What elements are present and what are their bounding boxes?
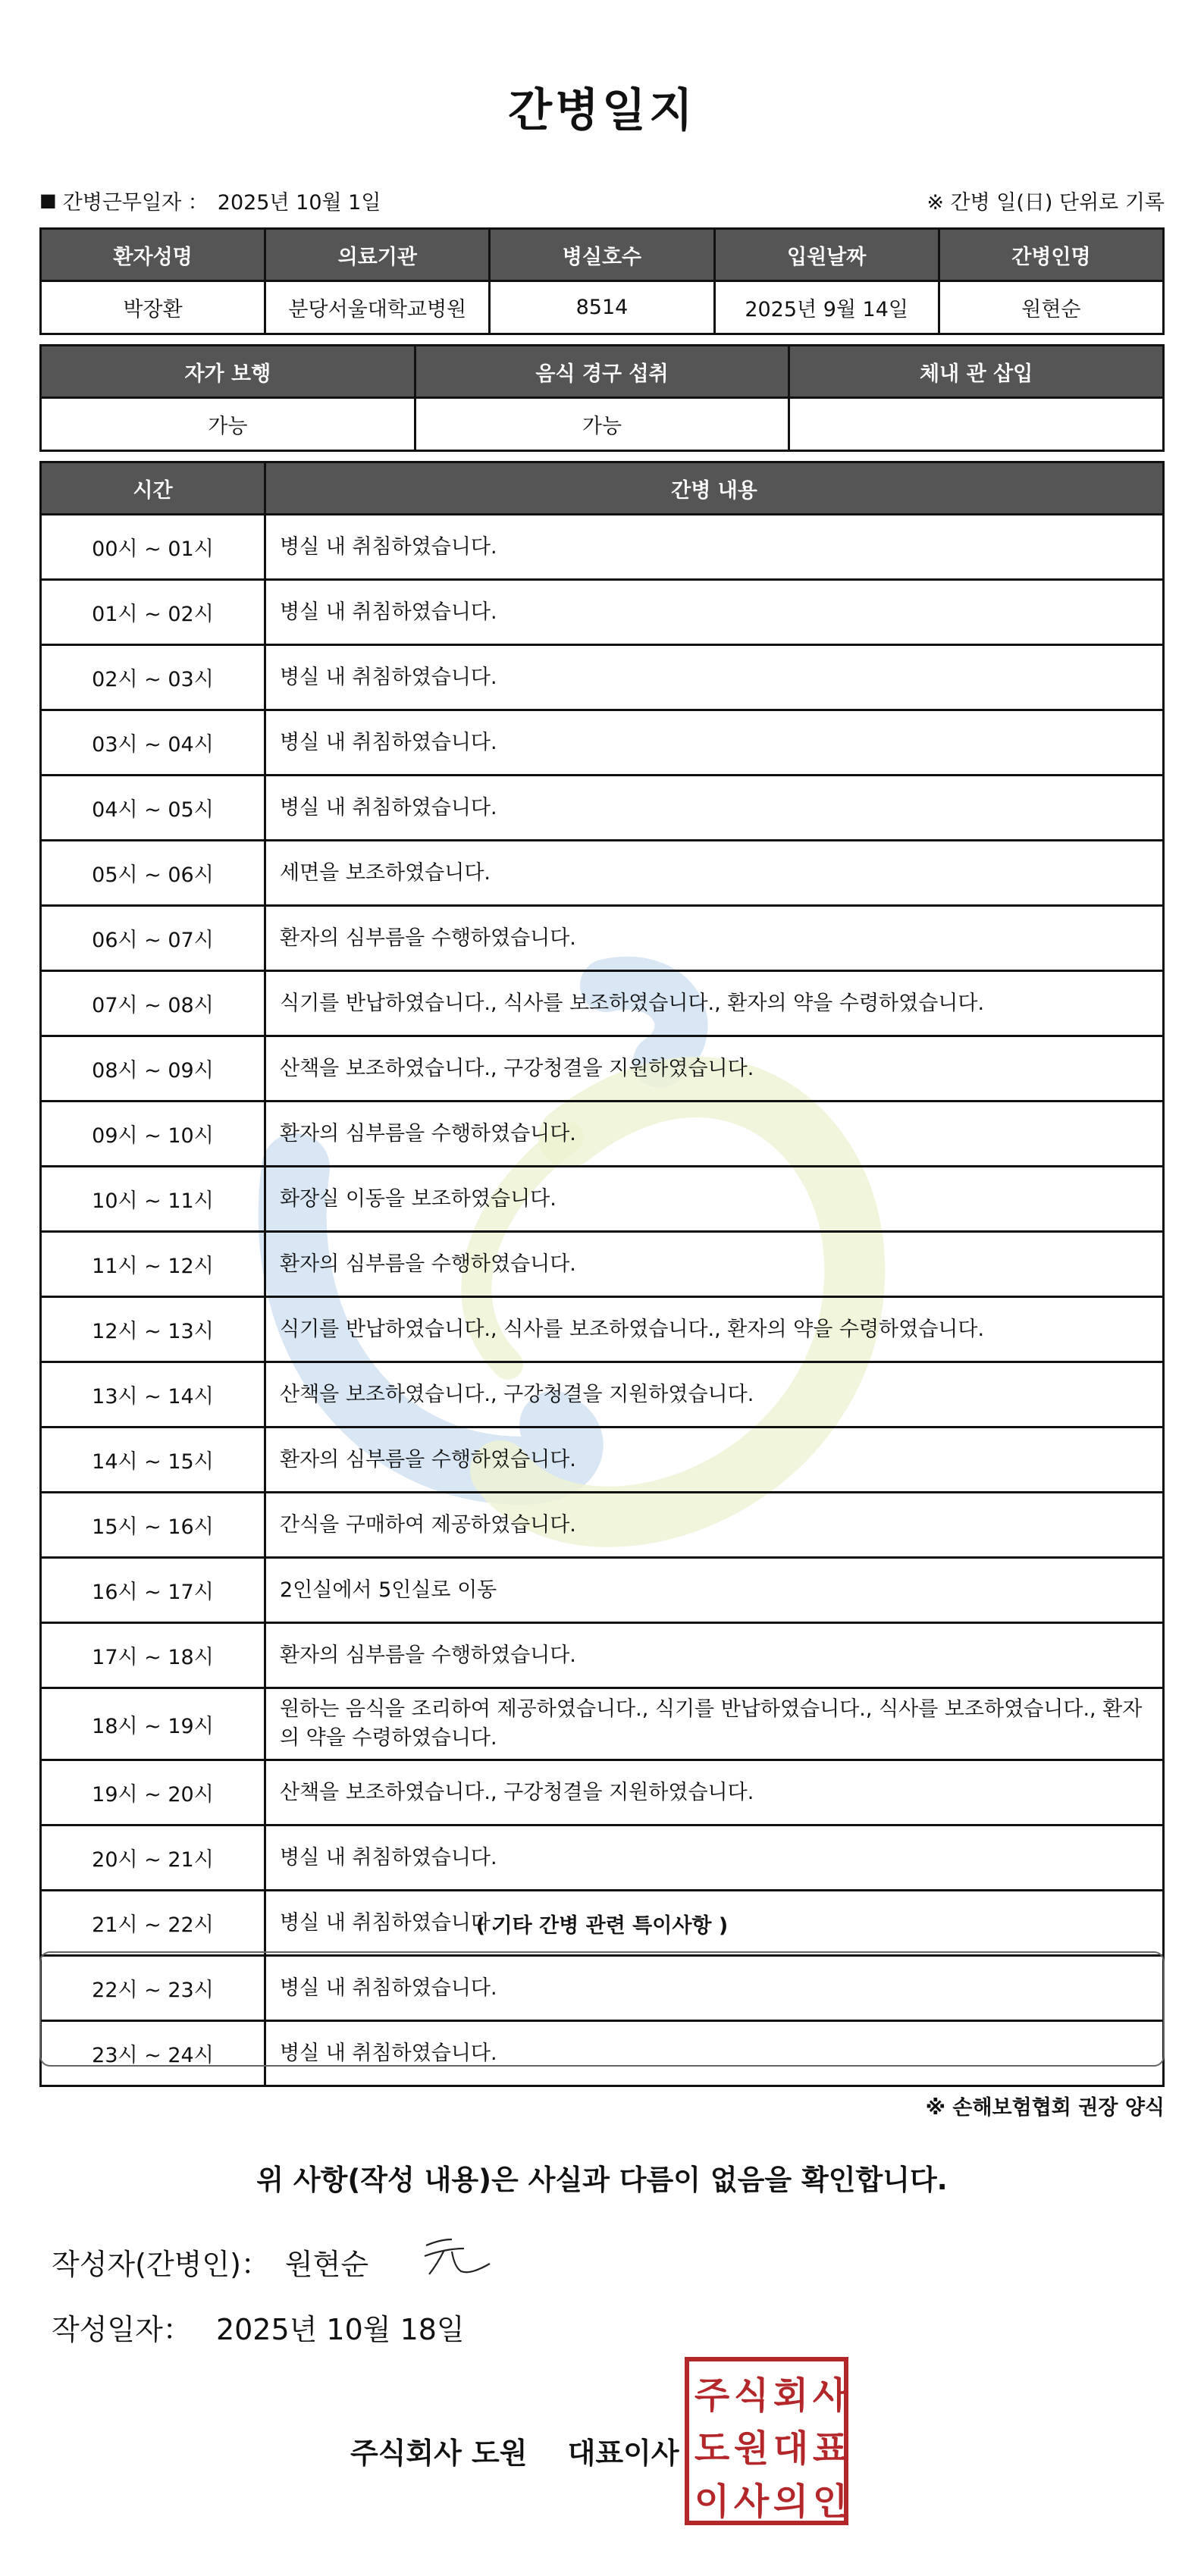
table-row [41, 841, 1164, 906]
care-content: 병실 내 취침하였습니다. [265, 580, 1164, 645]
care-content: 간식을 구매하여 제공하였습니다. [265, 1493, 1164, 1558]
care-content: 2인실에서 5인실로 이동 [265, 1558, 1164, 1623]
tube-insertion-status [789, 398, 1164, 451]
room-number: 8514 [490, 281, 714, 334]
seal-character: 회 [773, 2374, 809, 2417]
care-content: 환자의 심부름을 수행하였습니다. [265, 906, 1164, 971]
time-slot: 22시 ~ 23시 [41, 1956, 265, 2021]
institution: 분당서울대학교병원 [265, 281, 490, 334]
written-date-row [52, 2306, 465, 2348]
care-content: 식기를 반납하였습니다., 식사를 보조하였습니다., 환자의 약을 수령하였습니다. [265, 971, 1164, 1036]
care-content: 병실 내 취침하였습니다. [265, 515, 1164, 580]
seal-character: 표 [812, 2427, 848, 2470]
header-tube-insertion: 체내 관 삽입 [789, 346, 1164, 398]
time-slot: 15시 ~ 16시 [41, 1493, 265, 1558]
company-seal-stamp [684, 2356, 849, 2526]
time-slot: 01시 ~ 02시 [41, 580, 265, 645]
time-slot: 09시 ~ 10시 [41, 1102, 265, 1167]
time-slot: 10시 ~ 11시 [41, 1167, 265, 1232]
time-slot: 00시 ~ 01시 [41, 515, 265, 580]
table-row [41, 776, 1164, 841]
header-care-content: 간병 내용 [265, 462, 1164, 515]
notes-title: ( 기타 간병 관련 특이사항 ) [475, 1914, 729, 1938]
header-oral-intake: 음식 경구 섭취 [415, 346, 789, 398]
care-content: 산책을 보조하였습니다., 구강청결을 지원하였습니다. [265, 1036, 1164, 1102]
patient-info-table [39, 227, 1165, 335]
time-slot: 17시 ~ 18시 [41, 1623, 265, 1688]
record-note: ※ 간병 일(日) 단위로 기록 [927, 190, 1165, 215]
seal-character: 사 [733, 2480, 770, 2523]
oral-intake-status: 가능 [415, 398, 789, 451]
confirmation-statement: 위 사항(작성 내용)은 사실과 다름이 없음을 확인합니다. [256, 2164, 948, 2196]
care-content: 병실 내 취침하였습니다. [265, 1956, 1164, 2021]
care-content: 화장실 이동을 보조하였습니다. [265, 1167, 1164, 1232]
time-slot: 06시 ~ 07시 [41, 906, 265, 971]
page-title: 간병일지 [508, 84, 696, 137]
care-content: 병실 내 취침하였습니다. [265, 1891, 1164, 1956]
table-row [41, 645, 1164, 710]
header-admission-date: 입원날짜 [714, 229, 939, 281]
time-slot: 16시 ~ 17시 [41, 1558, 265, 1623]
written-date-label: 작성일자： [52, 2313, 192, 2346]
care-content: 환자의 심부름을 수행하였습니다. [265, 1102, 1164, 1167]
care-content: 산책을 보조하였습니다., 구강청결을 지원하였습니다. [265, 1362, 1164, 1427]
bullet-square-icon: ■ [39, 190, 57, 211]
work-date-label: 간병근무일자 ： [62, 190, 209, 215]
care-content: 환자의 심부름을 수행하였습니다. [265, 1427, 1164, 1493]
table-row [41, 1297, 1164, 1362]
admission-date: 2025년 9월 14일 [714, 281, 939, 334]
time-slot: 13시 ~ 14시 [41, 1362, 265, 1427]
time-slot: 07시 ~ 08시 [41, 971, 265, 1036]
table-row [41, 515, 1164, 580]
seal-character: 의 [773, 2480, 809, 2523]
author-name: 원현순 [284, 2248, 369, 2281]
table-row [41, 1427, 1164, 1493]
work-date-value: 2025년 10월 1일 [217, 190, 381, 215]
time-slot: 03시 ~ 04시 [41, 710, 265, 776]
time-slot: 11시 ~ 12시 [41, 1232, 265, 1297]
seal-character: 식 [733, 2374, 770, 2417]
table-row [41, 710, 1164, 776]
time-slot: 14시 ~ 15시 [41, 1427, 265, 1493]
time-slot: 08시 ~ 09시 [41, 1036, 265, 1102]
time-slot: 20시 ~ 21시 [41, 1825, 265, 1891]
care-content: 병실 내 취침하였습니다. [265, 710, 1164, 776]
header-time: 시간 [41, 462, 265, 515]
table-row [41, 1362, 1164, 1427]
care-content: 병실 내 취침하였습니다. [265, 2021, 1164, 2086]
author-label: 작성자(간병인)： [52, 2248, 270, 2281]
care-content: 원하는 음식을 조리하여 제공하였습니다., 식기를 반납하였습니다., 식사를 보조하였습니다., 환자의 약을 수령하였습니다. [265, 1688, 1164, 1760]
notes-box [39, 1951, 1165, 2067]
table-row [41, 1232, 1164, 1297]
header-patient-name: 환자성명 [41, 229, 265, 281]
time-slot: 23시 ~ 24시 [41, 2021, 265, 2086]
representative-title: 대표이사 [567, 2437, 679, 2470]
seal-character: 인 [812, 2480, 848, 2523]
table-row [41, 1825, 1164, 1891]
seal-character: 주 [694, 2374, 730, 2417]
written-date: 2025년 10월 18일 [215, 2313, 465, 2346]
time-slot: 04시 ~ 05시 [41, 776, 265, 841]
table-row [41, 1623, 1164, 1688]
seal-character: 원 [733, 2427, 770, 2470]
table-row [41, 1102, 1164, 1167]
header-room-number: 병실호수 [490, 229, 714, 281]
header-institution: 의료기관 [265, 229, 490, 281]
company-line [350, 2430, 679, 2471]
signature-image [422, 2233, 497, 2279]
patient-status-table [39, 344, 1165, 452]
care-content: 병실 내 취침하였습니다. [265, 645, 1164, 710]
care-content: 병실 내 취침하였습니다. [265, 776, 1164, 841]
table-row [41, 971, 1164, 1036]
table-row [41, 1760, 1164, 1825]
table-row [41, 1167, 1164, 1232]
patient-name: 박장환 [41, 281, 265, 334]
form-note: ※ 손해보험협회 권장 양식 [925, 2096, 1165, 2120]
care-content: 환자의 심부름을 수행하였습니다. [265, 1232, 1164, 1297]
care-log-table [39, 461, 1165, 2087]
time-slot: 18시 ~ 19시 [41, 1688, 265, 1760]
care-content: 세면을 보조하였습니다. [265, 841, 1164, 906]
work-date-row [39, 185, 1165, 215]
time-slot: 12시 ~ 13시 [41, 1297, 265, 1362]
time-slot: 05시 ~ 06시 [41, 841, 265, 906]
header-caregiver-name: 간병인명 [939, 229, 1163, 281]
time-slot: 02시 ~ 03시 [41, 645, 265, 710]
table-row [41, 580, 1164, 645]
company-name: 주식회사 도원 [350, 2437, 528, 2470]
care-content: 산책을 보조하였습니다., 구강청결을 지원하였습니다. [265, 1760, 1164, 1825]
table-row [41, 906, 1164, 971]
care-content: 식기를 반납하였습니다., 식사를 보조하였습니다., 환자의 약을 수령하였습니다. [265, 1297, 1164, 1362]
author-row [52, 2241, 368, 2283]
table-row [41, 1688, 1164, 1760]
care-content: 병실 내 취침하였습니다. [265, 1825, 1164, 1891]
seal-character: 사 [812, 2374, 848, 2417]
time-slot: 19시 ~ 20시 [41, 1760, 265, 1825]
table-row [41, 1036, 1164, 1102]
walking-status: 가능 [41, 398, 415, 451]
seal-character: 도 [694, 2427, 730, 2470]
table-row [41, 1493, 1164, 1558]
seal-character: 이 [694, 2480, 730, 2523]
care-content: 환자의 심부름을 수행하였습니다. [265, 1623, 1164, 1688]
time-slot: 21시 ~ 22시 [41, 1891, 265, 1956]
header-walking: 자가 보행 [41, 346, 415, 398]
caregiver-name: 원현순 [939, 281, 1163, 334]
seal-character: 대 [773, 2427, 809, 2470]
table-row [41, 1558, 1164, 1623]
